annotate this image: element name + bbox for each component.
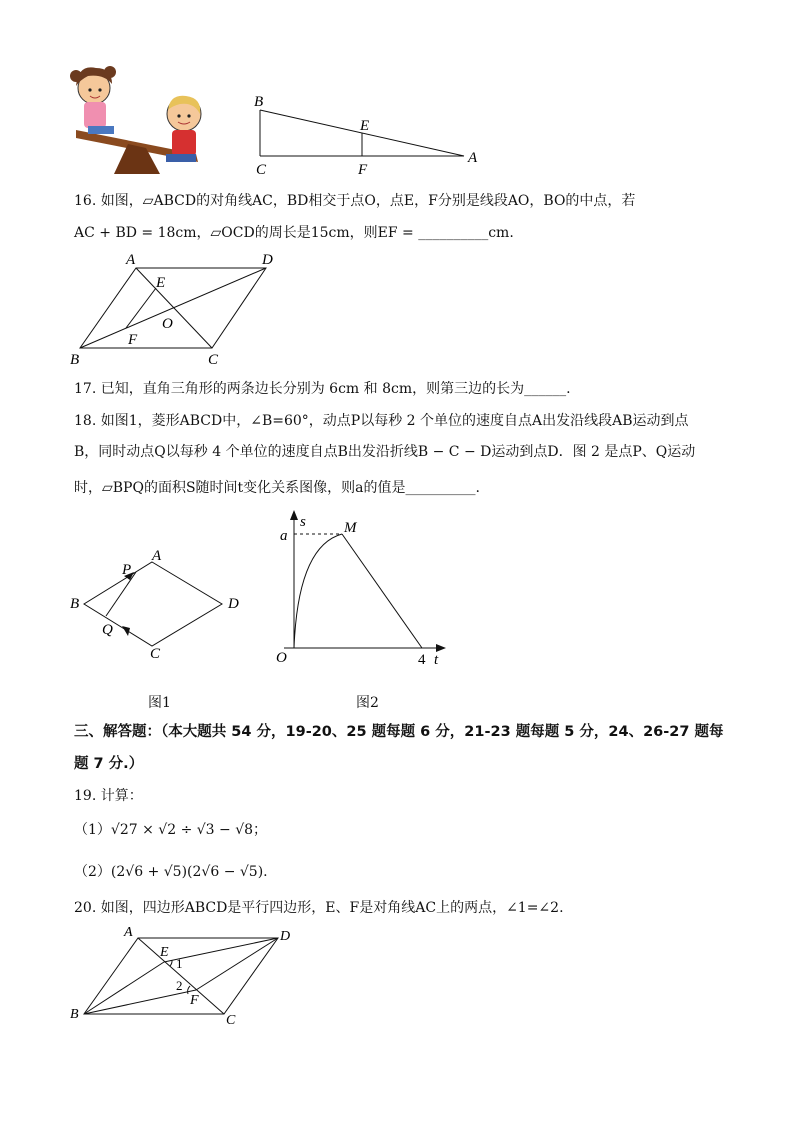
seesaw-kids-illustration	[68, 58, 208, 178]
q19-part1-label: （1）	[74, 822, 111, 838]
section3-header-line1: 三、解答题：（本大题共 54 分，19-20、25 题每题 6 分，21-23 题每题 5 分，24、26-27 题每	[74, 724, 724, 740]
label-a: a	[280, 528, 288, 544]
label-A: A	[152, 548, 162, 564]
label-O: O	[276, 650, 287, 666]
q20-text: 20. 如图，四边形ABCD是平行四边形，E、F是对角线AC上的两点，∠1=∠2.	[74, 900, 564, 916]
q15-triangle-figure	[250, 88, 490, 182]
label-F: F	[128, 332, 138, 348]
label-s: s	[300, 514, 306, 530]
label-C: C	[208, 352, 219, 368]
q19-part2-label: （2）	[74, 864, 111, 880]
label-E: E	[360, 118, 370, 134]
label-B: B	[70, 596, 80, 612]
label-D: D	[262, 252, 273, 268]
label-Q: Q	[102, 622, 113, 638]
label-F: F	[190, 993, 199, 1008]
label-C: C	[226, 1013, 236, 1028]
q16-line2: AC + BD = 18cm，▱OCD的周长是15cm，则EF = __________cm.	[74, 225, 514, 241]
q18-line1: 18. 如图1，菱形ABCD中，∠B=60°，动点P以每秒 2 个单位的速度自点A出发沿线段AB运动到点	[74, 413, 689, 429]
label-E: E	[160, 945, 169, 960]
label-O: O	[162, 316, 173, 332]
label-E: E	[156, 275, 166, 291]
label-D: D	[280, 929, 291, 944]
q18-line3: 时，▱BPQ的面积S随时间t变化关系图像，则a的值是__________.	[74, 480, 480, 496]
q20-parallelogram-figure	[66, 922, 316, 1032]
label-A: A	[126, 252, 136, 268]
label-B: B	[70, 1007, 79, 1022]
fig1-caption: 图1	[148, 695, 171, 711]
q19-title: 19. 计算：	[74, 788, 143, 804]
label-1: 1	[176, 956, 183, 971]
label-B: B	[254, 94, 264, 110]
label-2: 2	[176, 978, 183, 993]
label-A: A	[468, 150, 478, 166]
q18-line2: B，同时动点Q以每秒 4 个单位的速度自点B出发沿折线B − C − D运动到点D．图 2 是点P、Q运动	[74, 444, 696, 460]
q17-text: 17. 已知，直角三角形的两条边长分别为 6cm 和 8cm，则第三边的长为______.	[74, 381, 571, 397]
label-4: 4	[418, 652, 426, 668]
fig2-caption: 图2	[356, 695, 379, 711]
label-P: P	[122, 562, 132, 578]
q19-part1-expression: √27 × √2 ÷ √3 − √8；	[110, 822, 268, 838]
label-C: C	[150, 646, 161, 662]
q19-part2	[74, 862, 268, 882]
section3-header-line2: 题 7 分.）	[74, 756, 144, 772]
label-t: t	[434, 652, 439, 668]
label-F: F	[358, 162, 368, 178]
q19-part2-expression: (2√6 + √5)(2√6 − √5).	[110, 864, 268, 880]
label-A: A	[124, 925, 133, 940]
label-C: C	[256, 162, 267, 178]
q18-graph-figure	[268, 506, 448, 676]
label-B: B	[70, 352, 80, 368]
q16-parallelogram-figure	[66, 248, 286, 372]
q18-rhombus-figure	[66, 544, 256, 664]
q19-part1	[74, 820, 267, 840]
q16-line1: 16. 如图，▱ABCD的对角线AC，BD相交于点O，点E，F分别是线段AO，BO的中点，若	[74, 193, 636, 209]
label-M: M	[344, 520, 357, 536]
label-D: D	[228, 596, 239, 612]
